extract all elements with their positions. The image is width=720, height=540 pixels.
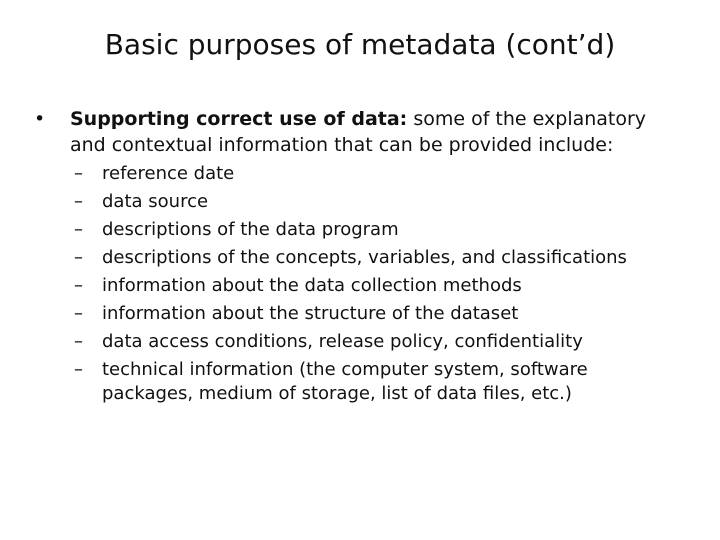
- dash-marker: –: [74, 163, 83, 184]
- list-item: [34, 162, 674, 186]
- list-item-text: data source: [102, 191, 209, 212]
- dash-marker: –: [74, 247, 83, 268]
- bullet-body-text: some of the explanatory and contextual information that can be provided include:: [70, 108, 647, 156]
- list-item: [34, 274, 674, 298]
- slide-title: Basic purposes of metadata (cont’d): [104, 28, 616, 61]
- dash-marker: –: [74, 331, 83, 352]
- main-bullet: [34, 106, 674, 158]
- list-item-text: information about the structure of the dataset: [102, 303, 519, 324]
- sub-bullet-list: [34, 162, 674, 406]
- list-item: [34, 302, 674, 326]
- dash-marker: –: [74, 275, 83, 296]
- list-item: [34, 190, 674, 214]
- dash-marker: –: [74, 191, 83, 212]
- list-item: [34, 218, 674, 242]
- list-item-text: data access conditions, release policy, confidentiality: [102, 331, 583, 352]
- list-item: [34, 246, 674, 270]
- list-item-text: descriptions of the data program: [102, 219, 399, 240]
- list-item: [34, 358, 674, 406]
- dash-marker: –: [74, 219, 83, 240]
- list-item: [34, 330, 674, 354]
- list-item-text: information about the data collection methods: [102, 275, 522, 296]
- list-item-text: descriptions of the concepts, variables, and classifications: [102, 247, 627, 268]
- dash-marker: –: [74, 359, 83, 380]
- list-item-text: reference date: [102, 163, 235, 184]
- dash-marker: –: [74, 303, 83, 324]
- bullet-marker: •: [34, 108, 46, 130]
- list-item-text: technical information (the computer system, software packages, medium of storage, list of data files, etc.): [102, 359, 588, 404]
- slide-content: [34, 106, 674, 410]
- bullet-lead-text: Supporting correct use of data:: [70, 108, 408, 130]
